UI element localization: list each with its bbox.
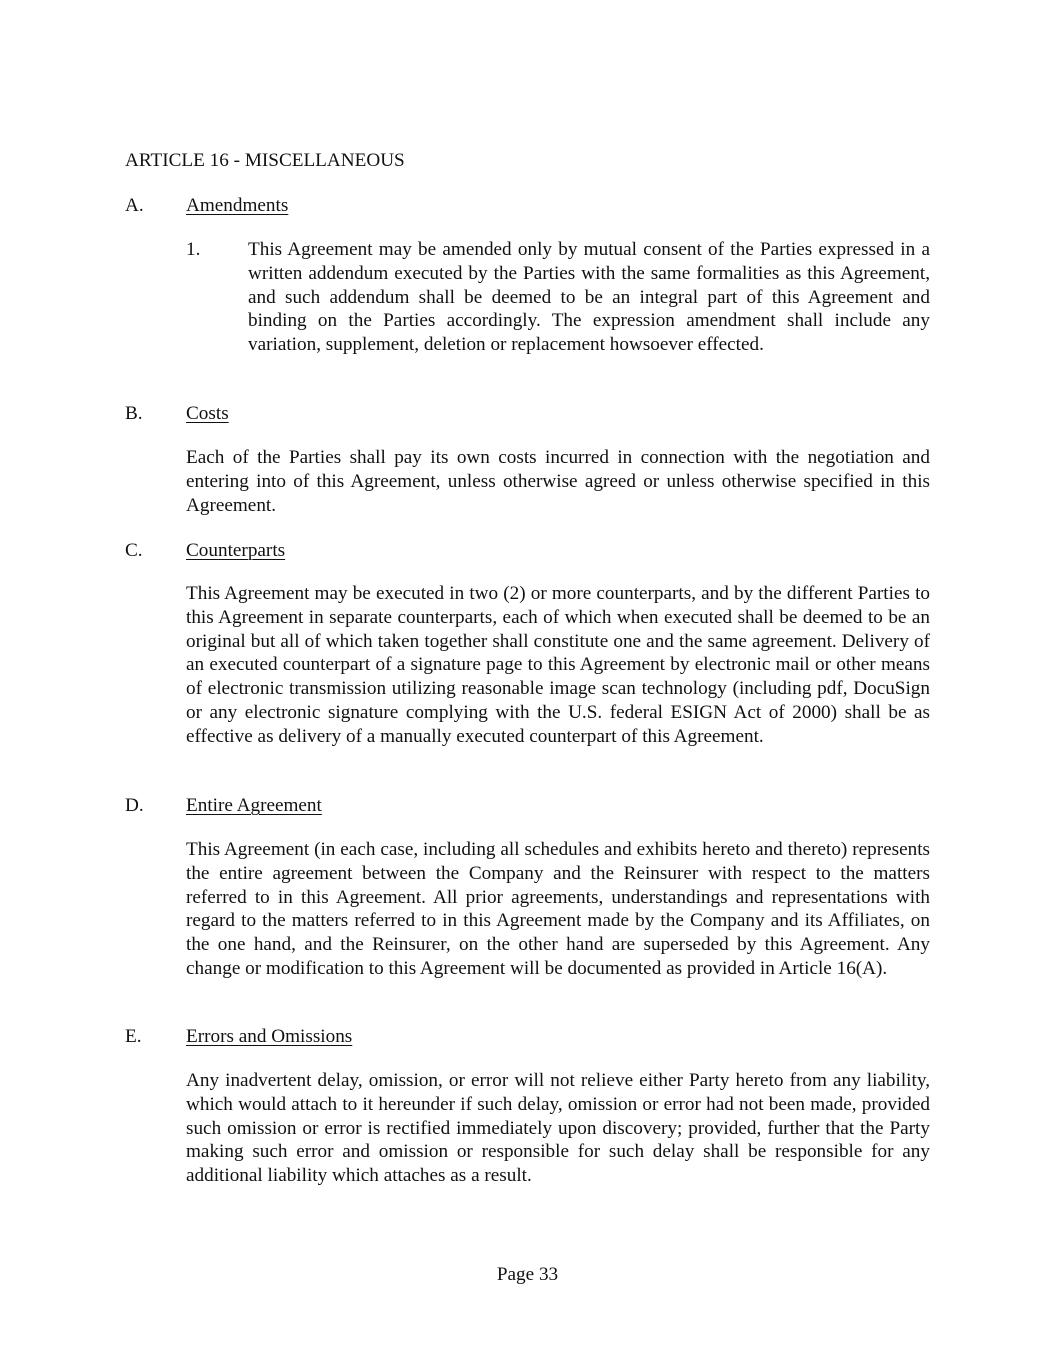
article-title: ARTICLE 16 - MISCELLANEOUS	[125, 150, 405, 171]
section-c-paragraph: This Agreement may be executed in two (2) or more counterparts, and by the different Parties to this Agreement in separate counterparts, each of which when executed shall be deemed to be an original but all of which taken together shall constitute one and the same agreement. Delivery of an executed counterpart of a signature page to this Agreement by electronic mail or other means of electronic transmission utilizing reasonable image scan technology (including pdf, DocuSign or any electronic signature complying with the U.S. federal ESIGN Act of 2000) shall be as effective as delivery of a manually executed counterpart of this Agreement.	[186, 583, 930, 747]
section-c-title: Counterparts	[186, 540, 286, 561]
page-number: Page 33	[496, 1264, 559, 1285]
section-b-title: Costs	[186, 403, 229, 424]
section-e-heading	[125, 1025, 352, 1049]
section-c-letter: C.	[125, 540, 143, 561]
section-a-item-1	[186, 238, 930, 357]
section-b-paragraph: Each of the Parties shall pay its own costs incurred in connection with the negotiation and entering into of this Agreement, unless otherwise agreed or unless otherwise specified in this Agreement.	[186, 447, 930, 516]
section-a-heading	[125, 194, 288, 218]
section-c-heading	[125, 539, 285, 563]
section-e-paragraph: Any inadvertent delay, omission, or error will not relieve either Party hereto from any liability, which would attach to it hereunder if such delay, omission or error had not been made, provided such omission or error is rectified immediately upon discovery; provided, further that the Party making such error and omission or responsible for such delay shall be responsible for any additional liability which attaches as a result.	[186, 1070, 930, 1187]
section-a-item-text: This Agreement may be amended only by mutual consent of the Parties expressed in a written addendum executed by the Parties with the same formalities as this Agreement, and such addendum shall be deemed to be an integral part of this Agreement and binding on the Parties accordingly. The expression amendment shall include any variation, supplement, deletion or replacement howsoever effected.	[248, 239, 930, 356]
section-a-letter: A.	[125, 195, 144, 216]
section-a-item-number: 1.	[186, 239, 201, 260]
section-d-paragraph: This Agreement (in each case, including all schedules and exhibits hereto and thereto) represents the entire agreement between the Company and the Reinsurer with respect to the matters referred to in this Agreement. All prior agreements, understandings and representations with regard to the matters referred to in this Agreement made by the Company and its Affiliates, on the one hand, and the Reinsurer, on the other hand are superseded by this Agreement. Any change or modification to this Agreement will be documented as provided in Article 16(A).	[186, 839, 930, 979]
section-a-title: Amendments	[186, 195, 289, 216]
section-b-heading	[125, 402, 229, 426]
section-d-title: Entire Agreement	[186, 795, 322, 816]
section-d-letter: D.	[125, 795, 144, 816]
section-e-title: Errors and Omissions	[186, 1026, 353, 1047]
section-d-heading	[125, 794, 322, 818]
section-b-letter: B.	[125, 403, 143, 424]
section-e-letter: E.	[125, 1026, 142, 1047]
